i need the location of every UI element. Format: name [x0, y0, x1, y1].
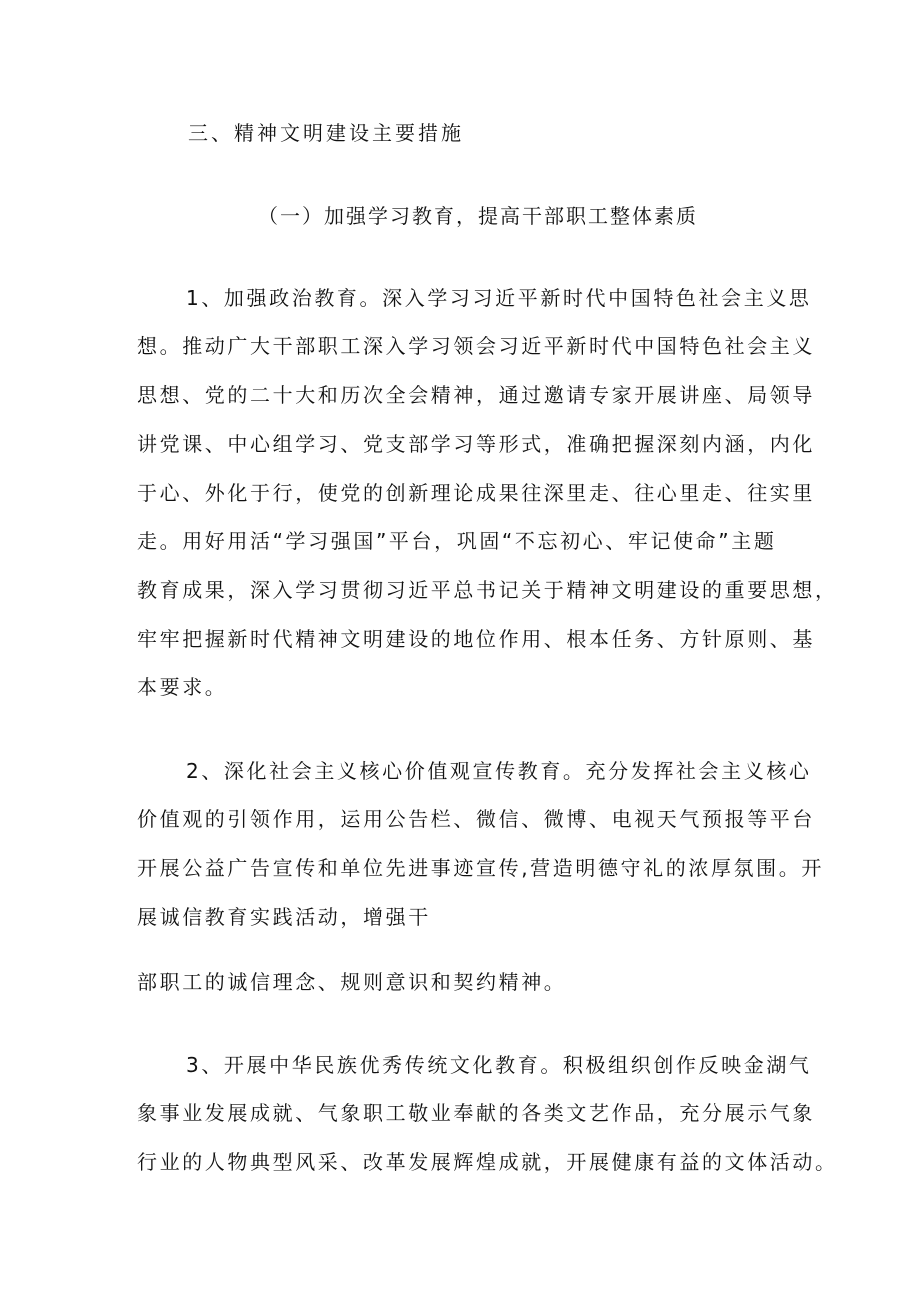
- paragraph-line: 象事业发展成就、气象职工敬业奉献的各类文艺作品，充分展示气象: [137, 1101, 815, 1125]
- paragraph-line: 思想、党的二十大和历次全会精神，通过邀请专家开展讲座、局领导: [137, 383, 815, 407]
- paragraph-line: 开展公益广告宣传和单位先进事迹宣传,营造明德守礼的浓厚氛围。开: [137, 856, 824, 880]
- paragraph-line: 1、加强政治教育。深入学习习近平新时代中国特色社会主义思: [186, 286, 812, 310]
- paragraph-line: 想。推动广大干部职工深入学习领会习近平新时代中国特色社会主义: [137, 334, 815, 358]
- paragraph-line: 3、开展中华民族优秀传统文化教育。积极组织创作反映金湖气: [186, 1053, 812, 1077]
- paragraph-line: 本要求。: [137, 675, 228, 699]
- paragraph-line: 走。用好用活“学习强国”平台，巩固“不忘初心、牢记使命”主题: [137, 529, 777, 553]
- section-heading: 三、精神文明建设主要措施: [188, 121, 464, 145]
- paragraph-line: 牢牢把握新时代精神文明建设的地位作用、根本任务、方针原则、基: [137, 627, 815, 651]
- paragraph-line: 2、深化社会主义核心价值观宣传教育。充分发挥社会主义核心: [186, 759, 812, 783]
- paragraph-line: 部职工的诚信理念、规则意识和契约精神。: [137, 970, 567, 994]
- paragraph-line: 价值观的引领作用，运用公告栏、微信、微博、电视天气预报等平台: [137, 807, 815, 831]
- paragraph-line: 于心、外化于行，使党的创新理论成果往深里走、往心里走、往实里: [137, 481, 815, 505]
- paragraph-line: 教育成果，深入学习贯彻习近平总书记关于精神文明建设的重要思想，: [137, 578, 838, 602]
- sub-heading: （一）加强学习教育，提高干部职工整体素质: [258, 204, 698, 228]
- paragraph-line: 展诚信教育实践活动，增强干: [137, 905, 431, 929]
- paragraph-line: 讲党课、中心组学习、党支部学习等形式，准确把握深刻内涵，内化: [137, 432, 815, 456]
- paragraph-line: 行业的人物典型风采、改革发展辉煌成就，开展健康有益的文体活动。: [137, 1150, 838, 1174]
